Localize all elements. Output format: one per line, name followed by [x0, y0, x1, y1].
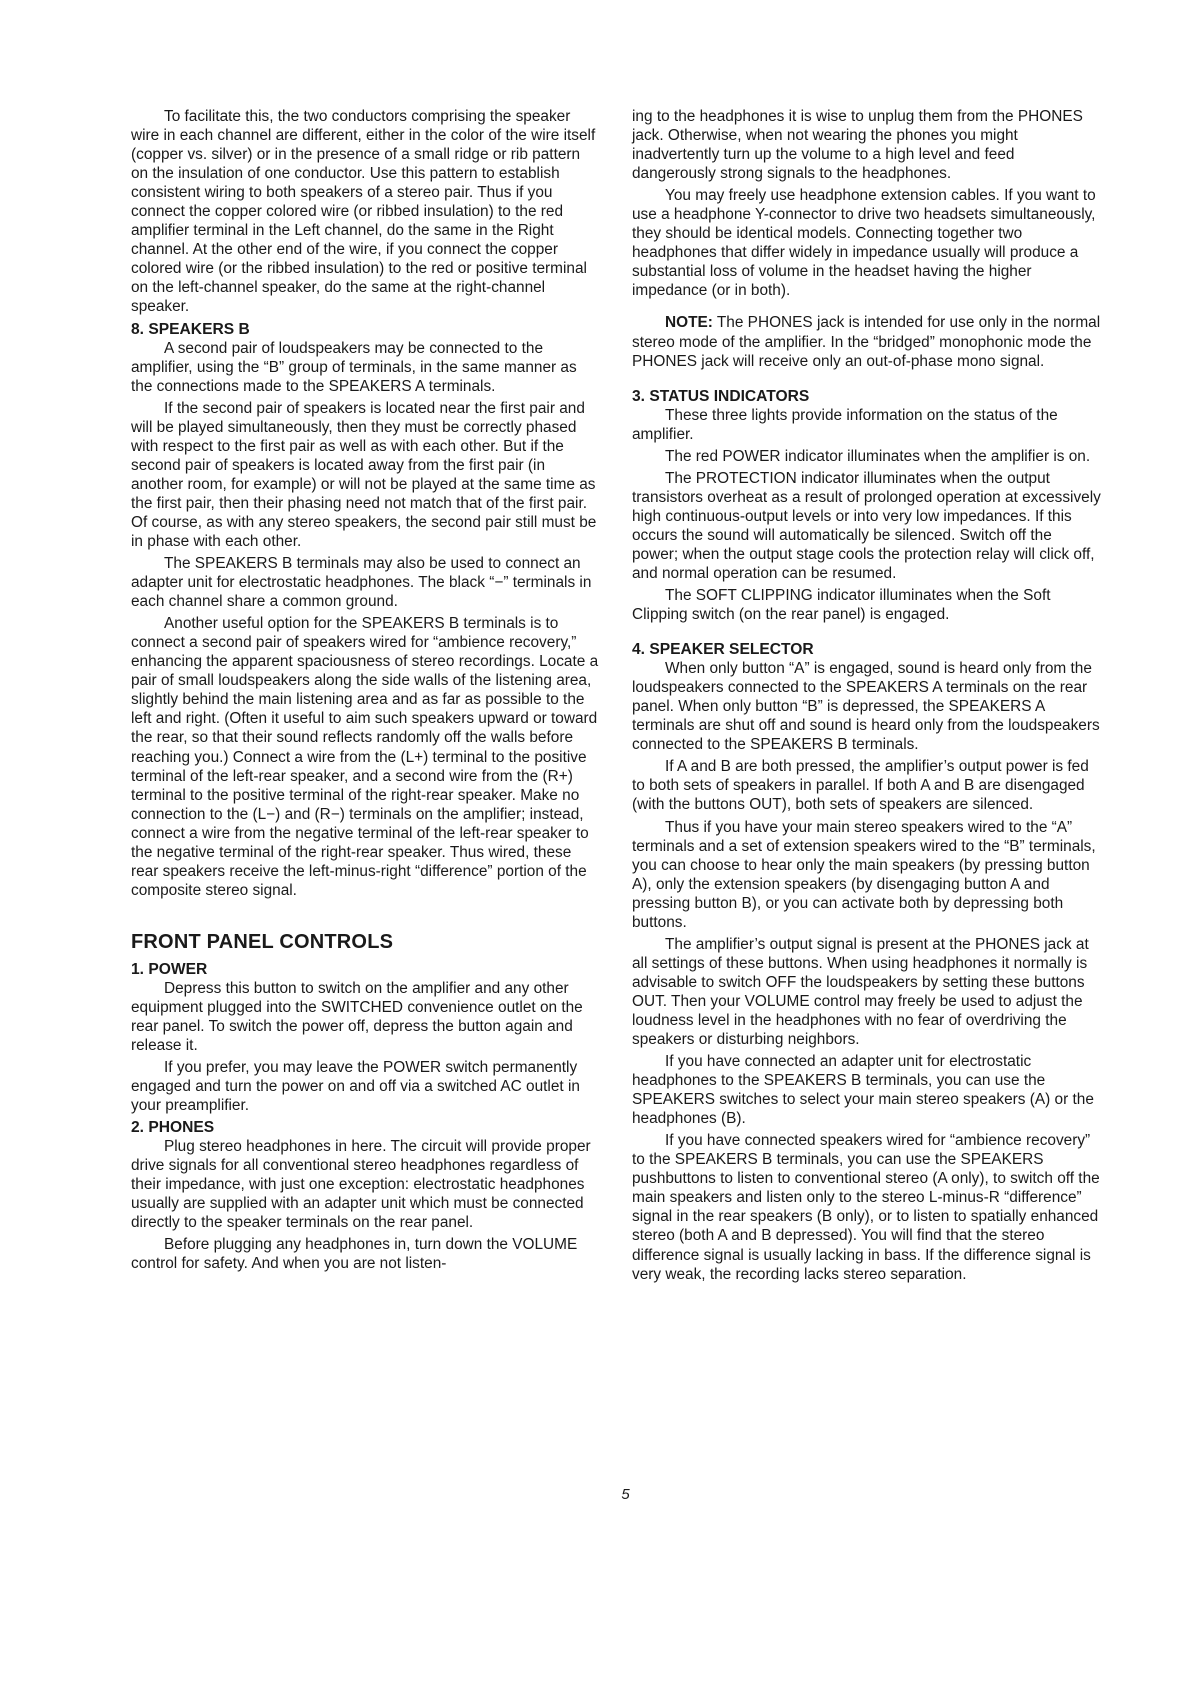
speakers-b-heading: 8. SPEAKERS B	[131, 320, 250, 338]
phones-continued-paragraph: ing to the headphones it is wise to unplug them from the PHONES jack. Otherwise, when not wearing the phones you might inadvertently turn up the volume to a high level and feed dangerously strong signals to the headphones.	[632, 108, 1083, 183]
status-paragraph: The PROTECTION indicator illuminates when the output transistors overheat as a result of prolonged operation at excessively high continuous-output levels or into very low impedances. If this occurs the sound will automatically be silenced. Switch off the power; when the output stage cools the protection relay will click off, and normal operation can be resumed.	[632, 469, 1101, 582]
selector-paragraph: When only button “A” is engaged, sound is heard only from the loudspeakers connected to the SPEAKERS A terminals on the rear panel. When only button “B” is depressed, the SPEAKERS A terminals are shut off and sound is heard only from the loudspeakers connected to the SPEAKERS B terminals.	[632, 660, 1100, 754]
left-column	[131, 107, 601, 1277]
power-paragraph: Depress this button to switch on the amplifier and any other equipment plugged into the SWITCHED convenience outlet on the rear panel. To switch the power off, depress the button again and release it.	[131, 979, 583, 1055]
speakers-b-paragraph: A second pair of loudspeakers may be connected to the amplifier, using the “B” group of terminals, in the same manner as the connections made to the SPEAKERS A terminals.	[131, 339, 577, 395]
front-panel-controls-heading: FRONT PANEL CONTROLS	[131, 930, 394, 953]
intro-paragraph: To facilitate this, the two conductors comprising the speaker wire in each channel are different, either in the color of the wire itself (copper vs. silver) or in the presence of a small ridge or rib pattern on the insulation of one conductor. Use this pattern to establish consistent wiring to both speakers of a stereo pair. Thus if you connect the copper colored wire (or ribbed insulation) to the red amplifier terminal in the Left channel, do the same in the Right channel. At the other end of the wire, if you connect the copper colored wire (or the ribbed insulation) to the red or positive terminal on the left-channel speaker, do the same at the right-channel speaker.	[131, 108, 596, 316]
selector-paragraph: If you have connected an adapter unit for electrostatic headphones to the SPEAKERS B terminals, you can use the SPEAKERS switches to select your main stereo speakers (A) or the headphones (B).	[632, 1053, 1094, 1128]
status-indicators-heading: 3. STATUS INDICATORS	[632, 387, 810, 405]
page-number: 5	[621, 1486, 630, 1503]
status-paragraph: The red POWER indicator illuminates when the amplifier is on.	[665, 447, 1091, 465]
selector-paragraph: The amplifier’s output signal is present at the PHONES jack at all settings of these buttons. When using headphones it normally is advisable to switch OFF the loudspeakers by setting these buttons OUT. Then your VOLUME control may freely be used to adjust the loudness level in the headphones with no fear of overdriving the speakers or disturbing neighbors.	[632, 935, 1089, 1049]
note-paragraph	[632, 313, 1102, 370]
selector-paragraph: If you have connected speakers wired for “ambience recovery” to the SPEAKERS B terminals, you can use the SPEAKERS pushbuttons to listen to conventional stereo (A only), to switch off the main speakers and listen only to the stereo L-minus-R “difference” signal in the rear speakers (B only), or to listen to spatially enhanced stereo (both A and B depressed). You will find that the stereo difference signal is usually lacking in bass. If the difference signal is very weak, the recording lacks stereo separation.	[632, 1132, 1100, 1283]
status-paragraph: These three lights provide information on the status of the amplifier.	[632, 406, 1058, 443]
power-paragraph: If you prefer, you may leave the POWER switch permanently engaged and turn the power on and off via a switched AC outlet in your preamplifier.	[131, 1059, 580, 1115]
phones-continued-paragraph: You may freely use headphone extension cables. If you want to use a headphone Y-connector to drive two headsets simultaneously, they should be identical models. Connecting together two headphones that differ widely in impedance usually will produce a substantial loss of volume in the headset having the higher impedance (or in both).	[632, 187, 1096, 300]
phones-paragraph: Plug stereo headphones in here. The circuit will provide proper drive signals for all conventional stereo headphones regardless of their impedance, with just one exception: electrostatic headphones usually are supplied with an adapter unit which must be connected directly to the speaker terminals on the rear panel.	[131, 1138, 591, 1232]
phones-heading: 2. PHONES	[131, 1119, 215, 1137]
speakers-b-paragraph: The SPEAKERS B terminals may also be used to connect an adapter unit for electrostatic headphones. The black “−” terminals in each channel share a common ground.	[131, 555, 592, 611]
right-column	[632, 107, 1102, 1287]
note-label: NOTE:	[665, 314, 713, 332]
power-heading: 1. POWER	[131, 960, 208, 978]
status-paragraph: The SOFT CLIPPING indicator illuminates when the Soft Clipping switch (on the rear panel) is engaged.	[632, 587, 1051, 624]
speakers-b-paragraph: If the second pair of speakers is located near the first pair and will be played simultaneously, then they must be correctly phased with respect to the first pair as well as with each other. But if the second pair of speakers is located away from the first pair (in another room, for example) or will not be played at the same time as the first pair, then their phasing need not match that of the first pair. Of course, as with any stereo speakers, the second pair still must be in phase with each other.	[131, 399, 597, 550]
note-text: The PHONES jack is intended for use only in the normal stereo mode of the amplifier. In the “bridged” monophonic mode the PHONES jack will receive only an out-of-phase mono signal.	[632, 314, 1101, 370]
speaker-selector-heading: 4. SPEAKER SELECTOR	[632, 641, 814, 659]
selector-paragraph: Thus if you have your main stereo speakers wired to the “A” terminals and a set of extension speakers wired to the “B” terminals, you can choose to hear only the main speakers (by pressing button A), only the extension speakers (by disengaging button A and pressing button B), or you can activate both by depressing both buttons.	[632, 818, 1096, 931]
phones-paragraph: Before plugging any headphones in, turn down the VOLUME control for safety. And when you are not listen-	[131, 1236, 578, 1273]
speakers-b-paragraph: Another useful option for the SPEAKERS B terminals is to connect a second pair of speakers wired for “ambience recovery,” enhancing the apparent spaciousness of stereo recordings. Locate a pair of small loudspeakers along the side walls of the listening area, slightly behind the main listening area and as far as possible to the left and right. (Often it useful to aim such speakers upward or toward the rear, so that their sound reflects randomly off the walls before reaching you.) Connect a wire from the (L+) terminal to the positive terminal of the left-rear speaker, and a second wire from the (R+) terminal to the positive terminal of the right-rear speaker. Make no connection to the (L−) and (R−) terminals on the amplifier; instead, connect a wire from the negative terminal of the left-rear speaker to the negative terminal of the right-rear speaker. Thus wired, these rear speakers receive the left-minus-right “difference” portion of the composite stereo signal.	[131, 615, 599, 899]
selector-paragraph: If A and B are both pressed, the amplifier’s output power is fed to both sets of speakers in parallel. If both A and B are disengaged (with the buttons OUT), both sets of speakers are silenced.	[632, 758, 1089, 814]
